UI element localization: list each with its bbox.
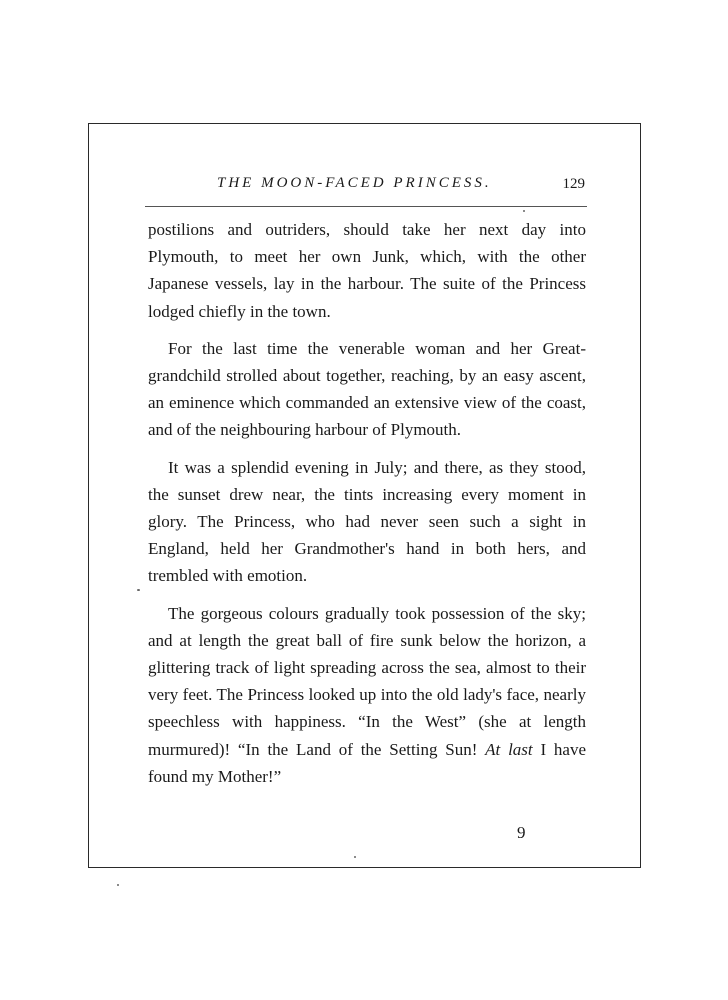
signature-mark: 9	[517, 823, 526, 842]
paper-speck	[137, 589, 140, 591]
paragraph-text: The gorgeous colours gradually took possession of the sky; and at length the great ball of fire sunk below the horizon, a glittering track of light spreading across the sea, almost to their very feet. The Princess looked up into the old lady's face, nearly speechless with happiness. “In the West” (she at length murmured)! “In the Land of the Setting Sun!	[148, 603, 586, 759]
paragraph: For the last time the venerable woman and her Great-grandchild strolled about together, reaching, by an easy ascent, an eminence which commanded an extensive view of the coast, and of the neighbouring harbour of Plymouth.	[148, 338, 586, 440]
emphasis-text: At last	[485, 739, 533, 759]
running-title: THE MOON-FACED PRINCESS.	[217, 175, 492, 191]
header-rule	[145, 206, 587, 207]
body-text	[148, 216, 586, 800]
page-number: 129	[562, 176, 585, 192]
paper-speck	[117, 884, 119, 886]
paragraph-text: I have found my Mother!”	[148, 739, 586, 786]
paper-speck	[523, 210, 525, 212]
paragraph: It was a splendid evening in July; and there, as they stood, the sunset drew near, the tints increasing every moment in glory. The Princess, who had never seen such a sight in England, held her Grandmother's hand in both hers, and trembled with emotion.	[148, 457, 586, 586]
paragraph	[148, 600, 586, 790]
paper-speck	[354, 856, 356, 858]
paragraph: postilions and outriders, should take her next day into Plymouth, to meet her own Junk, which, with the other Japanese vessels, lay in the harbour. The suite of the Princess lodged chiefly in the town.	[148, 220, 586, 321]
running-head	[145, 175, 587, 199]
